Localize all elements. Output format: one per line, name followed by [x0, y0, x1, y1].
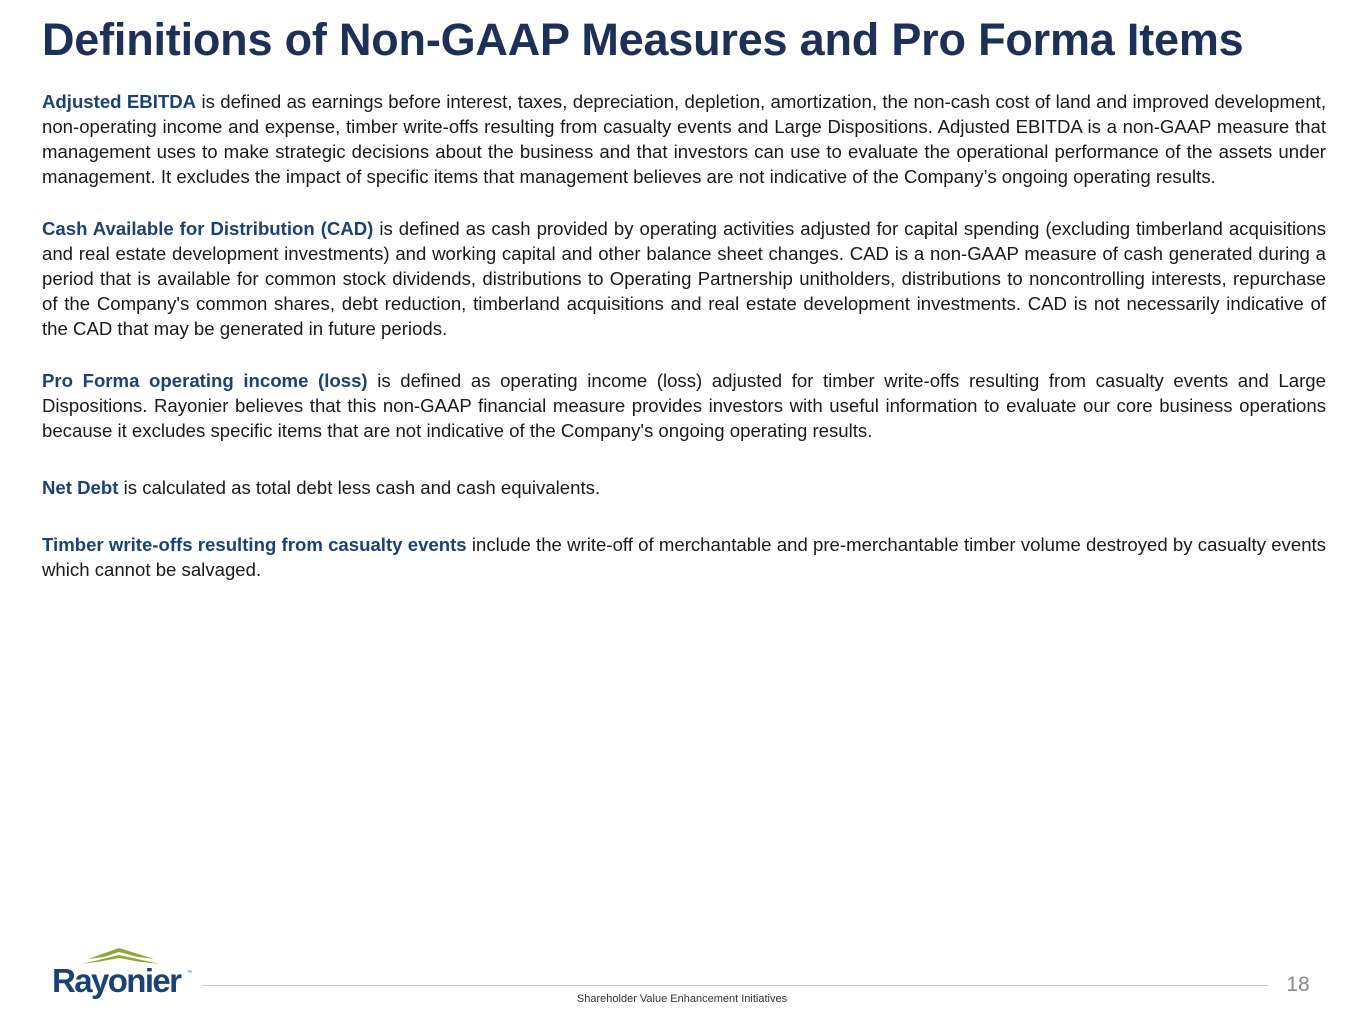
rayonier-logo: [52, 946, 192, 1002]
definition-term: Pro Forma operating income (loss): [42, 370, 368, 391]
definition-cad: [42, 216, 1326, 341]
definition-pro-forma-operating-income: [42, 368, 1326, 443]
logo-wordmark: Rayonier: [52, 962, 181, 999]
definitions-list: [42, 89, 1326, 582]
definition-term: Cash Available for Distribution (CAD): [42, 218, 374, 239]
footer-divider: [202, 985, 1268, 986]
definition-text: is defined as operating income (loss) adjusted for timber write-offs resulting from casualty events and Large Dispositions. Rayonier believes that this non-GAAP financial measure provides investors with useful information to evaluate our core business operations because it excludes specific items that are not indicative of the Company's ongoing operating results.: [42, 370, 1326, 441]
page-number: 18: [1286, 973, 1310, 996]
definition-text: is calculated as total debt less cash and cash equivalents.: [118, 477, 601, 498]
definition-text: include the write-off of merchantable and pre-merchantable timber volume destroyed by casualty events which cannot be salvaged.: [42, 534, 1326, 580]
definition-timber-write-offs: [42, 532, 1326, 582]
definition-term: Net Debt: [42, 477, 119, 498]
definition-text: is defined as earnings before interest, taxes, depreciation, depletion, amortization, the non-cash cost of land and improved development, non-operating income and expense, timber write-offs resulting from casualty events and Large Dispositions. Adjusted EBITDA is a non-GAAP measure that management uses to make strategic decisions about the business and that investors can use to evaluate the operational performance of the assets under management. It excludes the impact of specific items that management believes are not indicative of the Company’s ongoing operating results.: [42, 91, 1326, 187]
page-title: Definitions of Non-GAAP Measures and Pro Forma Items: [42, 14, 1244, 65]
definition-term: Adjusted EBITDA: [42, 91, 197, 112]
footer-caption: Shareholder Value Enhancement Initiatives: [576, 993, 788, 1005]
definition-term: Timber write-offs resulting from casualty events: [42, 534, 467, 555]
logo-trademark: ™: [187, 970, 192, 976]
definition-net-debt: [42, 475, 1326, 500]
definition-text: is defined as cash provided by operating activities adjusted for capital spending (excluding timberland acquisitions and real estate development investments) and working capital and other balance sheet changes. CAD is a non-GAAP measure of cash generated during a period that is available for common stock dividends, distributions to Operating Partnership unitholders, distributions to noncontrolling interests, repurchase of the Company's common shares, debt reduction, timberland acquisitions and real estate development investments. CAD is not necessarily indicative of the CAD that may be generated in future periods.: [42, 218, 1326, 339]
definition-adjusted-ebitda: [42, 89, 1326, 189]
